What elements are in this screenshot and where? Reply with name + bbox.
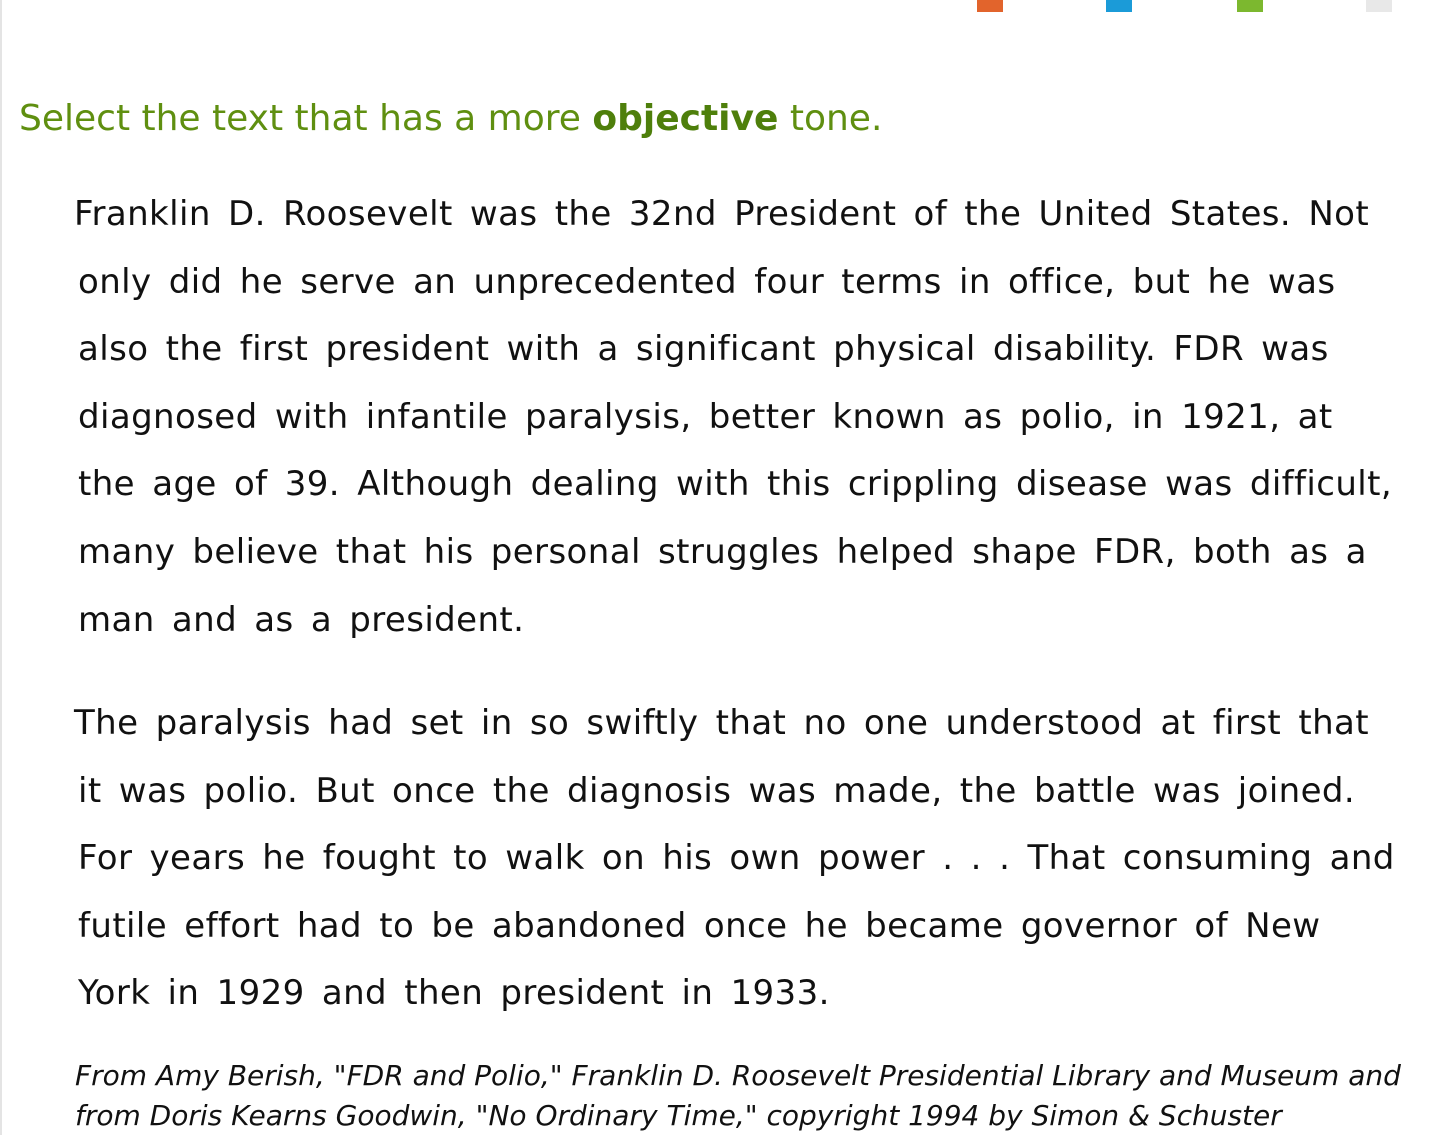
question-emphasis: objective: [592, 98, 779, 139]
passage-line: The paralysis had set in so swiftly that no one understood at first that: [74, 703, 1370, 743]
passage-line: also the first president with a significant physical disability. FDR was: [78, 329, 1329, 370]
passage-line: diagnosed with infantile paralysis, better known as polio, in 1921, at: [78, 396, 1333, 437]
passage-line: York in 1929 and then president in 1933.: [78, 973, 830, 1014]
question-prompt: [19, 96, 882, 142]
question-prefix: Select the text that has a more: [19, 98, 593, 139]
passage-line: For years he fought to walk on his own power . . . That consuming and: [78, 838, 1395, 879]
passage-line: man and as a president.: [78, 599, 525, 640]
green-bookmark-icon[interactable]: [1237, 0, 1263, 12]
progress-ribbons: [0, 0, 1450, 16]
citation-line-2: from Doris Kearns Goodwin, "No Ordinary Time," copyright 1994 by Simon & Schuster: [75, 1099, 1282, 1132]
source-citation: [75, 1056, 1445, 1136]
passage-line: futile effort had to be abandoned once he became governor of New: [78, 905, 1321, 946]
passage-option-1[interactable]: [62, 181, 1434, 654]
orange-bookmark-icon[interactable]: [977, 0, 1003, 12]
left-border: [0, 0, 2, 1135]
citation-line-1: From Amy Berish, "FDR and Polio," Franklin D. Roosevelt Presidential Library and Museum and: [75, 1059, 1401, 1092]
passage-line: only did he serve an unprecedented four terms in office, but he was: [78, 261, 1336, 302]
blue-bookmark-icon[interactable]: [1106, 0, 1132, 12]
passage-line: it was polio. But once the diagnosis was made, the battle was joined.: [78, 770, 1356, 811]
passage-line: the age of 39. Although dealing with this crippling disease was difficult,: [78, 464, 1393, 505]
passage-option-2[interactable]: [62, 690, 1434, 1028]
passage-line: Franklin D. Roosevelt was the 32nd President of the United States. Not: [74, 194, 1370, 234]
question-suffix: tone.: [778, 98, 883, 139]
passage-line: many believe that his personal struggles helped shape FDR, both as a: [78, 531, 1367, 572]
gray-bookmark-icon[interactable]: [1366, 0, 1392, 12]
